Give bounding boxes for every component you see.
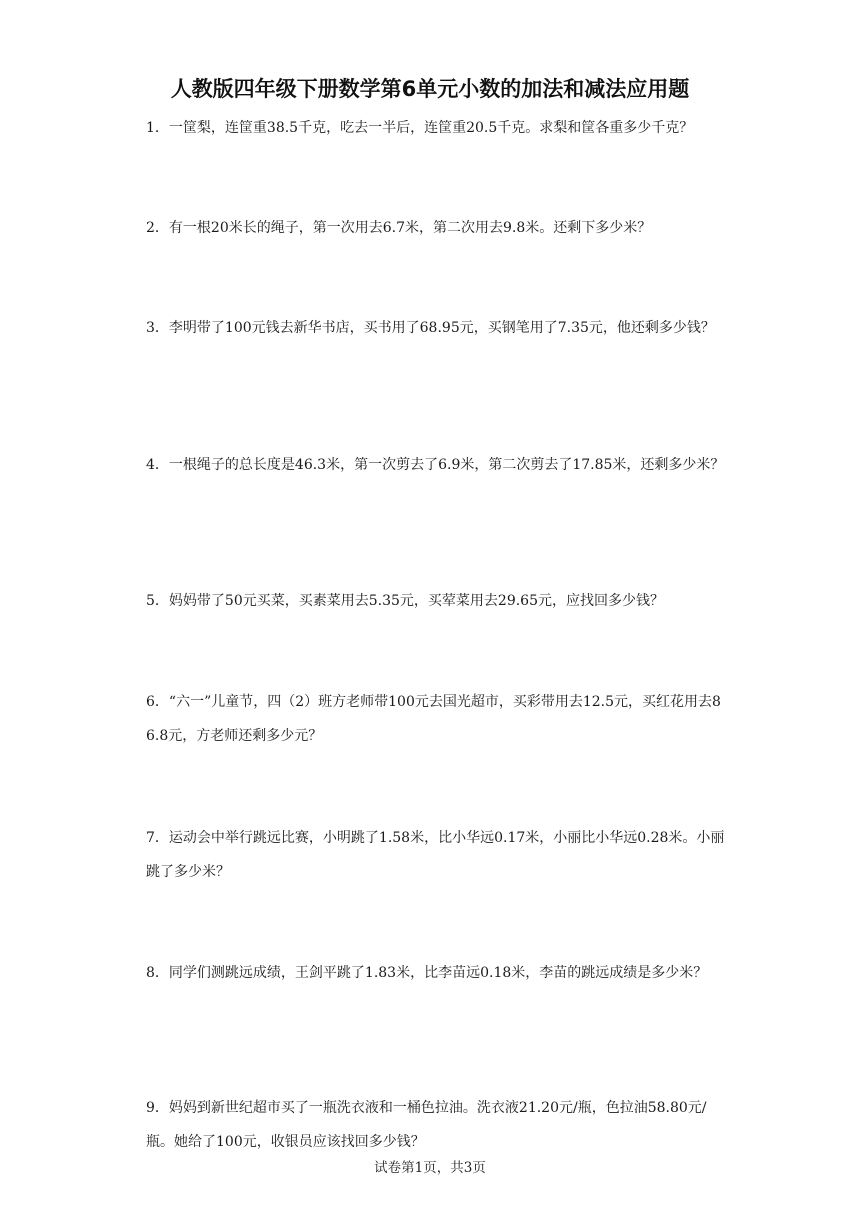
question-9 (146, 1091, 726, 1159)
question-number: 6． (146, 694, 169, 710)
question-text: 一根绳子的总长度是46.3米，第一次剪去了6.9米，第二次剪去了17.85米，还剩多少米？ (168, 457, 725, 473)
question-6 (146, 685, 726, 753)
question-3 (146, 311, 726, 345)
question-text: 有一根20米长的绳子，第一次用去6.7米，第二次用去9.8米。还剩下多少米？ (168, 220, 652, 236)
question-text: “六一”儿童节，四（2）班方老师带100元去国光超市，买彩带用去12.5元，买红花用去86.8元，方老师还剩多少元？ (146, 694, 721, 744)
page-footer: 试卷第1页，共3页 (374, 1160, 486, 1176)
question-number: 8． (146, 965, 169, 981)
question-1 (146, 111, 726, 145)
question-text: 一筐梨，连筐重38.5千克，吃去一半后，连筐重20.5千克。求梨和筐各重多少千克？ (168, 120, 694, 136)
question-2 (146, 211, 726, 245)
question-text: 李明带了100元钱去新华书店，买书用了68.95元，买钢笔用了7.35元，他还剩多少钱？ (168, 320, 715, 336)
question-text: 同学们测跳远成绩，王剑平跳了1.83米，比李苗远0.18米，李苗的跳远成绩是多少米？ (168, 965, 708, 981)
question-number: 3． (146, 320, 169, 336)
page-title: 人教版四年级下册数学第6单元小数的加法和减法应用题 (170, 77, 690, 101)
question-number: 7． (146, 830, 169, 846)
question-number: 1． (146, 120, 169, 136)
question-number: 2． (146, 220, 169, 236)
question-number: 9． (146, 1100, 169, 1116)
question-text: 运动会中举行跳远比赛，小明跳了1.58米，比小华远0.17米，小丽比小华远0.28米。小丽跳了多少米？ (146, 830, 725, 880)
question-number: 5． (146, 593, 169, 609)
question-4 (146, 448, 726, 482)
question-text: 妈妈到新世纪超市买了一瓶洗衣液和一桶色拉油。洗衣液21.20元/瓶，色拉油58.80元/瓶。她给了100元，收银员应该找回多少钱？ (146, 1100, 707, 1150)
question-text: 妈妈带了50元买菜，买素菜用去5.35元，买荤菜用去29.65元，应找回多少钱？ (168, 593, 664, 609)
question-8 (146, 956, 726, 990)
question-7 (146, 821, 726, 889)
question-number: 4． (146, 457, 169, 473)
question-5 (146, 584, 726, 618)
